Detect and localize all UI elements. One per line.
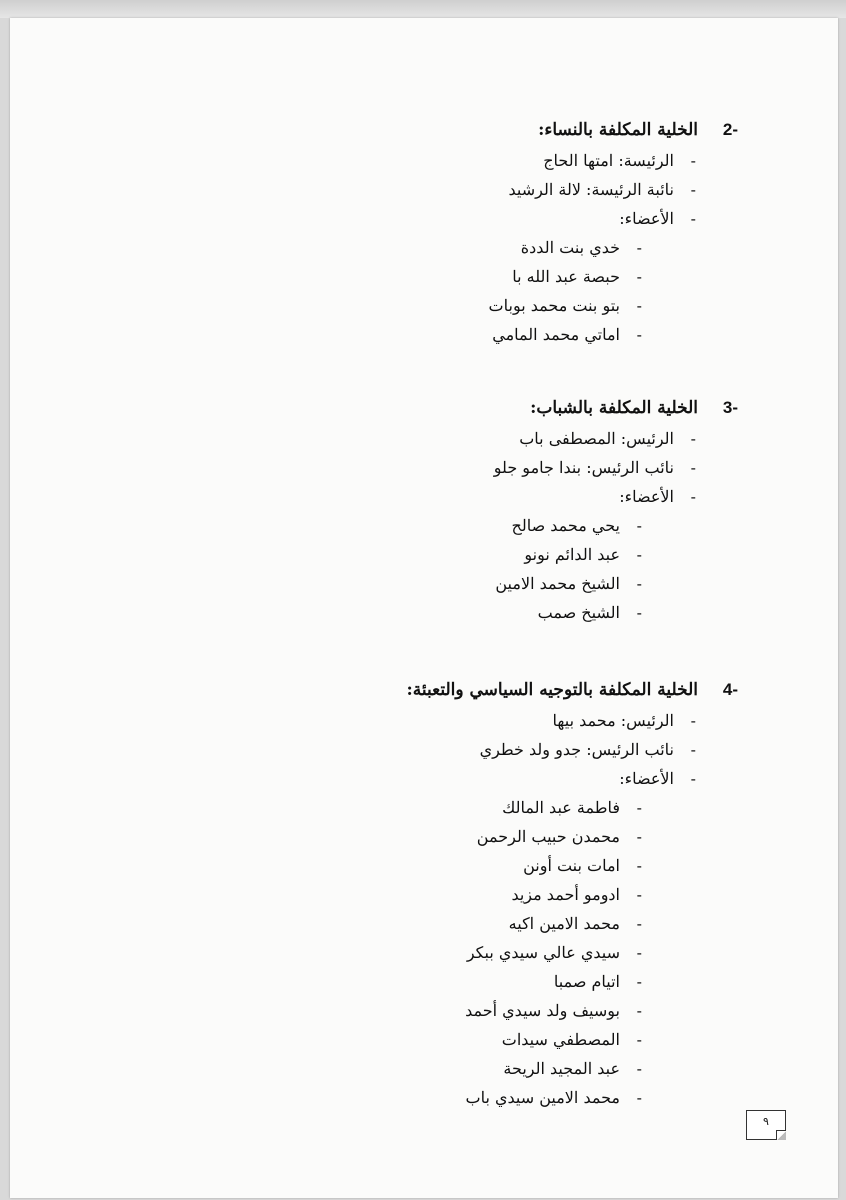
- section-heading: [489, 120, 738, 146]
- section-political-guidance-cell: [406, 680, 738, 1112]
- section-number: -4: [722, 680, 738, 699]
- list-item: -بوسيف ولد سيدي أحمد: [465, 1001, 642, 1020]
- list-item: -المصطفي سيدات: [501, 1030, 642, 1049]
- list-item: -محمد الامين اكيه: [508, 914, 642, 933]
- list-item: -ادومو أحمد مزيد: [511, 885, 642, 904]
- list-item: -عبد المجيد الريحة: [503, 1059, 642, 1078]
- list-item: -حبصة عبد الله با: [512, 267, 642, 286]
- list-item: -الشيخ صمب: [537, 603, 642, 622]
- members-label-line: -الأعضاء:: [619, 769, 696, 788]
- list-item: -محمد الامين سيدي باب: [465, 1088, 642, 1107]
- members-label-line: -الأعضاء:: [619, 487, 696, 506]
- members-label-line: -الأعضاء:: [619, 209, 696, 228]
- section-number: -3: [722, 398, 738, 417]
- page-number: ٩: [763, 1115, 769, 1128]
- list-item: -سيدي عالي سيدي ببكر: [466, 943, 642, 962]
- list-item: -اماتي محمد المامي: [492, 325, 642, 344]
- list-item: -فاطمة عبد المالك: [502, 798, 642, 817]
- list-item: -امات بنت أونن: [523, 856, 642, 875]
- section-number: -2: [722, 120, 738, 139]
- section-heading: [494, 398, 738, 424]
- page-number-box: [746, 1110, 786, 1140]
- deputy-line: -نائب الرئيس: جدو ولد خطري: [479, 740, 696, 759]
- list-item: -يحي محمد صالح: [511, 516, 642, 535]
- list-item: -الشيخ محمد الامين: [495, 574, 642, 593]
- section-heading: [406, 680, 738, 706]
- section-title: الخلية المكلفة بالشباب:: [530, 398, 698, 418]
- section-women-cell: [489, 120, 738, 349]
- list-item: -اتيام صمبا: [553, 972, 642, 991]
- section-title: الخلية المكلفة بالنساء:: [538, 120, 698, 140]
- list-item: -خدي بنت الددة: [520, 238, 642, 257]
- section-youth-cell: [494, 398, 738, 627]
- deputy-line: -نائب الرئيس: بندا جامو جلو: [493, 458, 696, 477]
- head-line: -الرئيس: محمد بيها: [552, 711, 696, 730]
- list-item: -عبد الدائم نونو: [524, 545, 642, 564]
- deputy-line: -نائبة الرئيسة: لالة الرشيد: [508, 180, 696, 199]
- scan-top-border: [0, 0, 846, 18]
- section-title: الخلية المكلفة بالتوجيه السياسي والتعبئة:: [406, 680, 698, 700]
- head-line: -الرئيس: المصطفى باب: [519, 429, 696, 448]
- list-item: -محمدن حبيب الرحمن: [476, 827, 642, 846]
- head-line: -الرئيسة: امتها الحاج: [543, 151, 696, 170]
- page-curl-icon: [776, 1130, 786, 1140]
- list-item: -بتو بنت محمد بوبات: [488, 296, 642, 315]
